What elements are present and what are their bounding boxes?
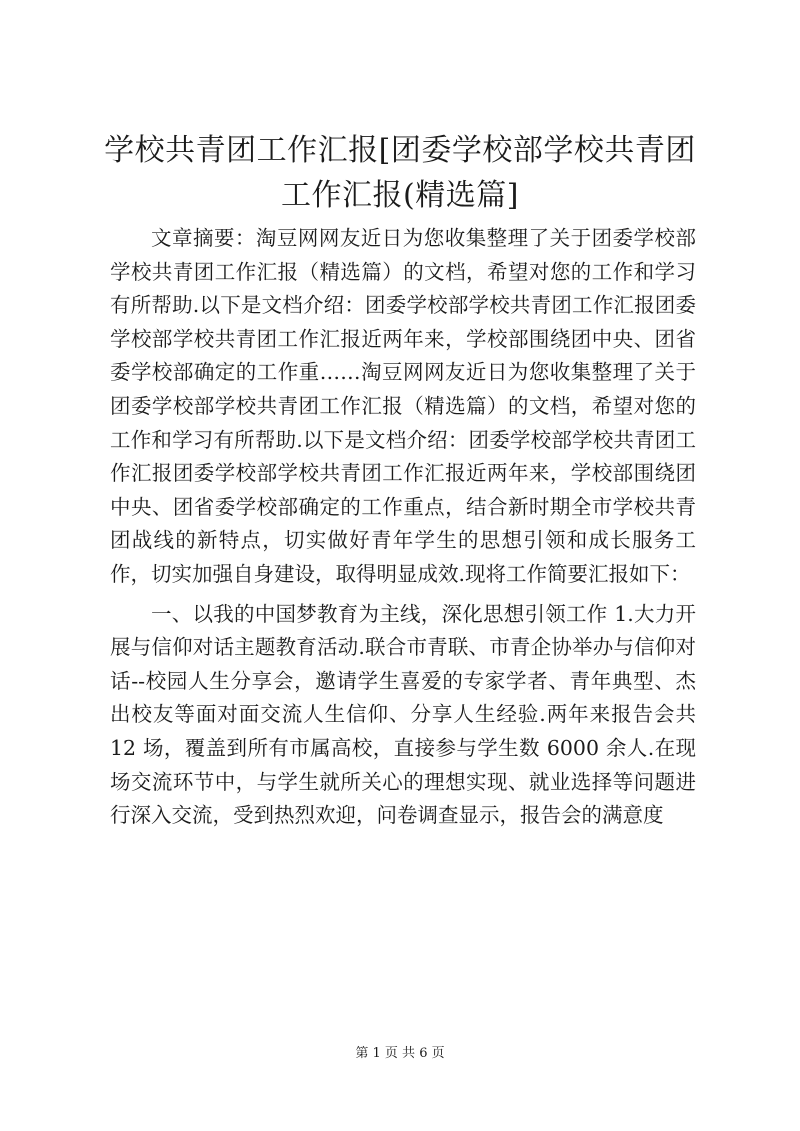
page-footer: 第 1 页 共 6 页 bbox=[355, 1046, 445, 1061]
document-title: 学校共青团工作汇报[团委学校部学校共青团工作汇报(精选篇] bbox=[104, 133, 696, 213]
paragraph-abstract: 文章摘要：淘豆网网友近日为您收集整理了关于团委学校部学校共青团工作汇报（精选篇）的文档，希望对您的工作和学习有所帮助.以下是文档介绍：团委学校部学校共青团工作汇报团委学校部学校共青团工作汇报近两年来，学校部围绕团中央、团省委学校部确定的工作重……淘豆网网友近日为您收集整理了关于团委学校部学校共青团工作汇报（精选篇）的文档，希望对您的工作和学习有所帮助.以下是文档介绍：团委学校部学校共青团工作汇报团委学校部学校共青团工作汇报近两年来，学校部围绕团中央、团省委学校部确定的工作重点，结合新时期全市学校共青团战线的新特点，切实做好青年学生的思想引领和成长服务工作，切实加强自身建设，取得明显成效.现将工作简要汇报如下： bbox=[110, 226, 696, 586]
paragraph-section-one: 一、以我的中国梦教育为主线，深化思想引领工作 1.大力开展与信仰对话主题教育活动.联合市青联、市青企协举办与信仰对话--校园人生分享会，邀请学生喜爱的专家学者、青年典型、杰出校友等面对面交流人生信仰、分享人生经验.两年来报告会共 12 场，覆盖到所有市属高校，直接参与学生数 6000 余人.在现场交流环节中，与学生就所关心的理想实现、就业选择等问题进行深入交流，受到热烈欢迎，问卷调查显示，报告会的满意度 bbox=[110, 601, 696, 828]
document-body bbox=[110, 222, 696, 839]
